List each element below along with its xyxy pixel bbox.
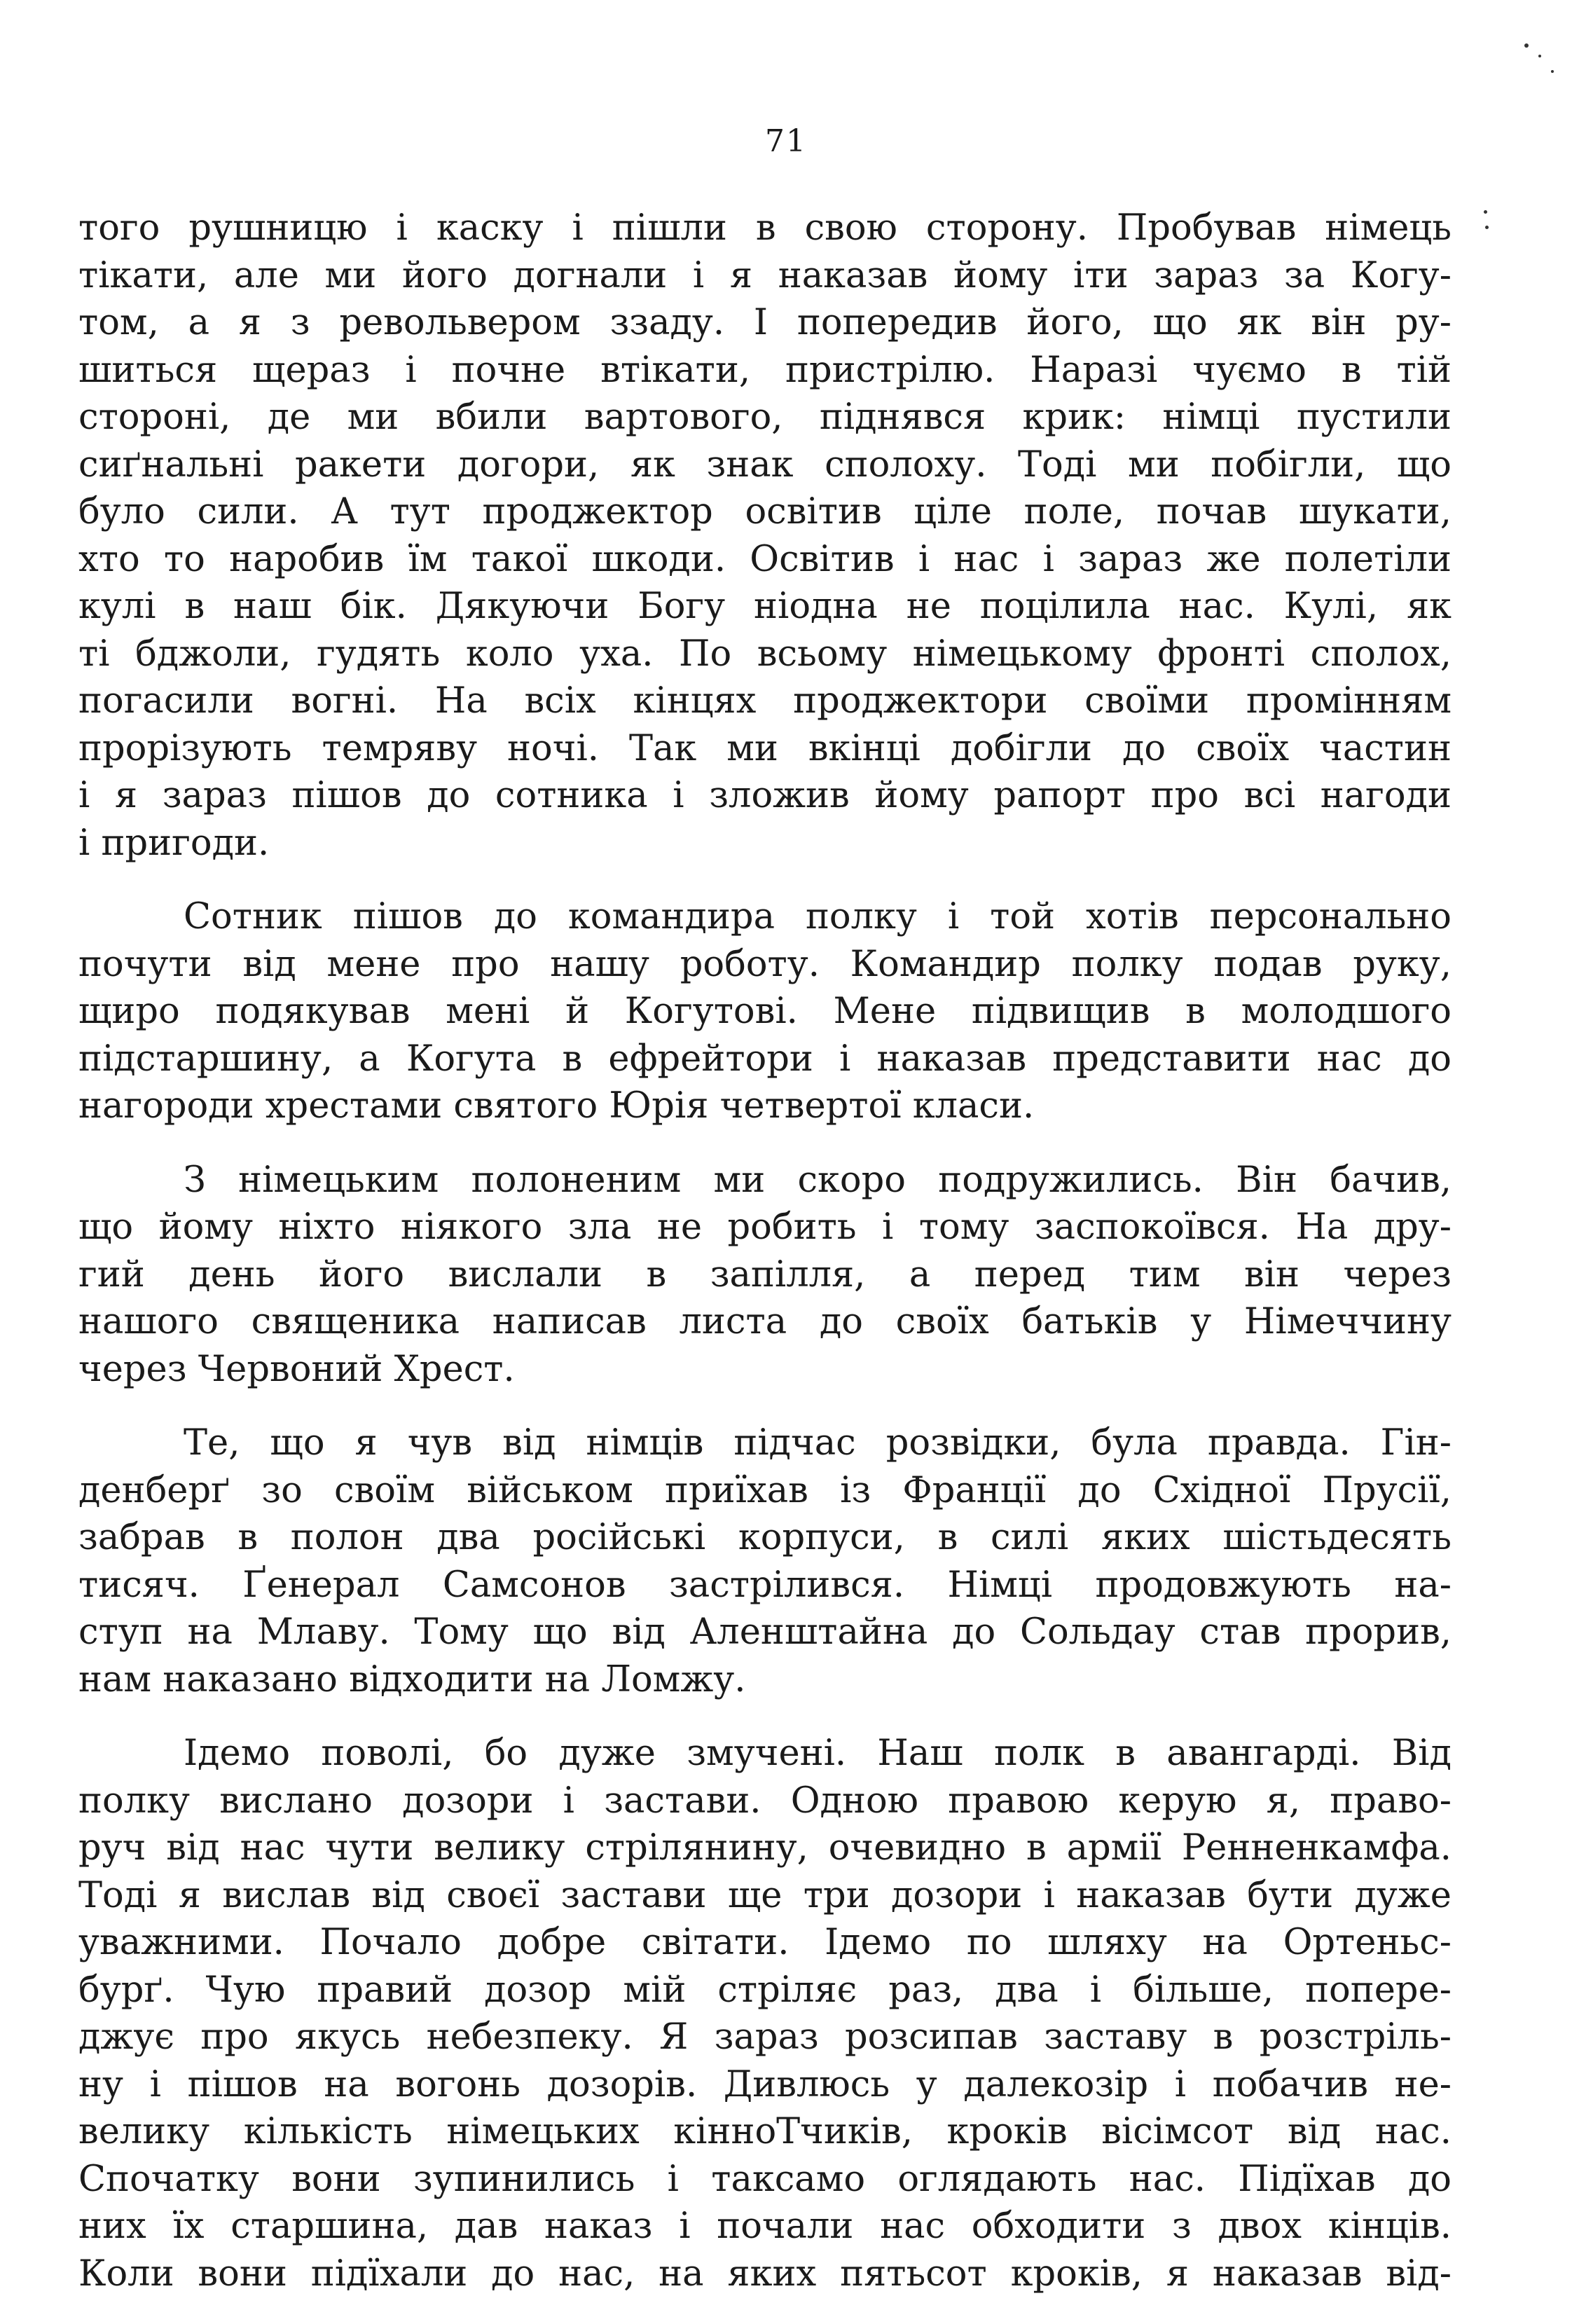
text-line: Ідемо поволі, бо дуже змучені. Наш полк в авангарді. Від: [184, 1733, 1452, 1774]
text-line: бурґ. Чую правий дозор мій стріляє раз, два і більше, попере-: [78, 1969, 1452, 2011]
text-line: погасили вогні. На всіх кінцях проджектори своїми промінням: [78, 680, 1452, 722]
ink-speck: [1551, 70, 1554, 73]
text-line: що йому ніхто ніякого зла не робить і тому заспокоївся. На дру-: [78, 1206, 1452, 1248]
text-line: нагороди хрестами святого Юрія четвертої класи.: [78, 1085, 1035, 1127]
text-line: і пригоди.: [78, 822, 270, 864]
text-line: стороні, де ми вбили вартового, піднявся крик: німці пустили: [78, 397, 1452, 438]
ink-speck: [1484, 210, 1487, 214]
text-line: Те, що я чув від німців підчас розвідки, була правда. Гін-: [184, 1422, 1452, 1464]
text-line: підстаршину, а Когута в ефрейтори і наказав представити нас до: [78, 1038, 1452, 1080]
text-line: ті бджоли, гудять коло уха. По всьому німецькому фронті сполох,: [78, 633, 1452, 675]
text-line: велику кількість німецьких кінноТчиків, кроків вісімсот від нас.: [78, 2111, 1452, 2152]
ink-speck: [1524, 43, 1529, 48]
text-line: нам наказано відходити на Ломжу.: [78, 1658, 746, 1700]
text-line: ну і пішов на вогонь дозорів. Дивлюсь у далекозір і побачив не-: [78, 2063, 1452, 2105]
ink-speck: [1485, 226, 1489, 229]
paragraph: [78, 205, 1452, 867]
text-line: ступ на Млаву. Тому що від Аленштайна до Сольдау став прорив,: [78, 1611, 1452, 1653]
text-line: того рушницю і каску і пішли в свою сторону. Пробував німець: [78, 207, 1452, 249]
text-line: почути від мене про нашу роботу. Командир полку подав руку,: [78, 943, 1452, 985]
paragraph: [78, 1419, 1452, 1703]
text-line: уважними. Почало добре світати. Ідемо по шляху на Ортеньс-: [78, 1922, 1452, 1963]
text-line: Тоді я вислав від своєї застави ще три дозори і наказав бути дуже: [78, 1874, 1452, 1916]
text-line: руч від нас чути велику стрілянину, очевидно в армії Ренненкамфа.: [78, 1827, 1452, 1869]
text-line: них їх старшина, дав наказ і почали нас обходити з двох кінців.: [78, 2206, 1452, 2247]
text-line: шиться щераз і почне втікати, пристрілю. Наразі чуємо в тій: [78, 349, 1452, 391]
text-line: забрав в полон два російські корпуси, в силі яких шістьдесять: [78, 1517, 1452, 1558]
text-line: через Червоний Хрест.: [78, 1348, 515, 1390]
text-line: щиро подякував мені й Когутові. Мене підвищив в молодшого: [78, 991, 1452, 1032]
text-line: Коли вони підїхали до нас, на яких пятьсот кроків, я наказав від-: [78, 2253, 1452, 2295]
text-line: З німецьким полоненим ми скоро подружились. Він бачив,: [184, 1159, 1452, 1201]
text-line: прорізують темряву ночі. Так ми вкінці добігли до своїх частин: [78, 727, 1452, 769]
text-line: Спочатку вони зупинились і таксамо оглядають нас. Підїхав до: [78, 2158, 1452, 2200]
ink-speck: [1538, 55, 1541, 57]
paragraph: [78, 893, 1452, 1130]
body-text: [78, 205, 1452, 2324]
paragraph: [78, 1157, 1452, 1394]
text-line: полку вислано дозори і застави. Одною правою керую я, право-: [78, 1780, 1452, 1822]
text-line: тисяч. Ґенерал Самсонов застрілився. Німці продовжують на-: [78, 1564, 1452, 1606]
page-number: 71: [765, 123, 807, 159]
text-line: було сили. А тут проджектор освітив ціле поле, почав шукати,: [78, 491, 1452, 532]
text-line: тікати, але ми його догнали і я наказав йому іти зараз за Когу-: [78, 254, 1452, 296]
text-line: Сотник пішов до командира полку і той хотів персонально: [184, 896, 1452, 937]
text-line: том, а я з револьвером ззаду. І попередив його, що як він ру-: [78, 302, 1452, 343]
text-line: джує про якусь небезпеку. Я зараз розсипав заставу в розстріль-: [78, 2016, 1452, 2058]
text-line: і я зараз пішов до сотника і зложив йому рапорт про всі нагоди: [78, 775, 1452, 816]
paragraph: [78, 1730, 1452, 2297]
text-line: гий день його вислали в запілля, а перед тим він через: [78, 1253, 1452, 1295]
text-line: нашого священика написав листа до своїх батьків у Німеччину: [78, 1301, 1452, 1342]
text-line: сиґнальні ракети догори, як знак сполоху. Тоді ми побігли, що: [78, 444, 1452, 486]
text-line: хто то наробив їм такої шкоди. Освітив і нас і зараз же полетіли: [78, 538, 1452, 580]
text-line: денберґ зо своїм військом приїхав із Франції до Східної Прусії,: [78, 1469, 1452, 1511]
text-line: кулі в наш бік. Дякуючи Богу ніодна не поцілила нас. Кулі, як: [78, 586, 1452, 627]
